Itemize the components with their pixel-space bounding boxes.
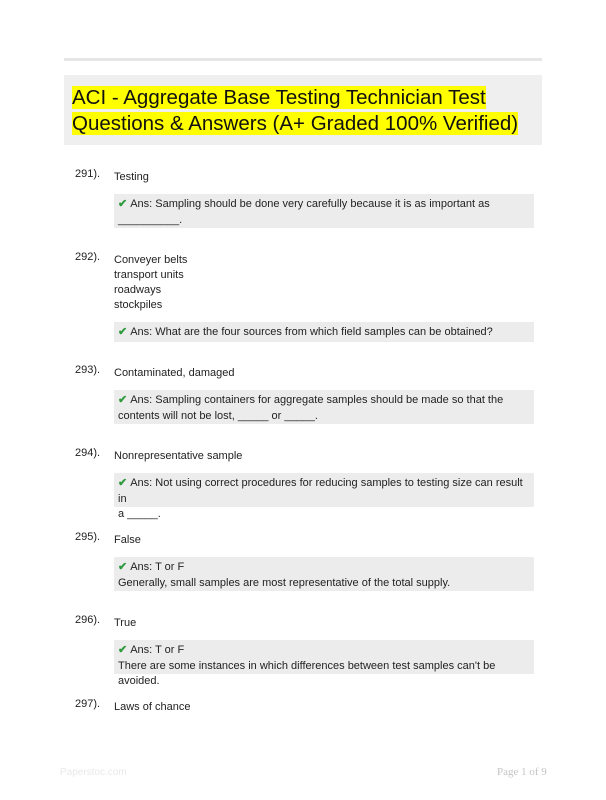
question-text: False bbox=[114, 534, 141, 546]
check-icon: ✔ bbox=[118, 198, 128, 210]
question-number: 291). bbox=[75, 168, 101, 180]
question-number: 297). bbox=[75, 698, 101, 710]
check-icon: ✔ bbox=[118, 644, 128, 656]
title-box bbox=[64, 75, 542, 145]
question-number: 296). bbox=[75, 614, 101, 626]
question-text: Laws of chance bbox=[114, 701, 191, 713]
question-number: 293). bbox=[75, 364, 101, 376]
page-number: Page 1 of 9 bbox=[497, 766, 547, 778]
answer-box: ✔ Ans: Sampling should be done very carefully because it is as important as __________. bbox=[114, 194, 534, 228]
question-text: Nonrepresentative sample bbox=[114, 450, 243, 462]
top-divider bbox=[64, 58, 542, 61]
check-icon: ✔ bbox=[118, 394, 128, 406]
answer-box: ✔ Ans: Sampling containers for aggregate samples should be made so that the contents will not be lost, _____ or _____. bbox=[114, 390, 534, 424]
question-text: Testing bbox=[114, 171, 149, 183]
question-number: 294). bbox=[75, 447, 101, 459]
answer-box: ✔ Ans: Not using correct procedures for reducing samples to testing size can result in a _____. bbox=[114, 473, 534, 507]
check-icon: ✔ bbox=[118, 477, 128, 489]
answer-box: ✔ Ans: T or F There are some instances in which differences between test samples can't be avoided. bbox=[114, 640, 534, 674]
answer-box: ✔ Ans: What are the four sources from which field samples can be obtained? bbox=[114, 322, 534, 342]
question-text: True bbox=[114, 617, 137, 629]
answer-box: ✔ Ans: T or F Generally, small samples are most representative of the total supply. bbox=[114, 557, 534, 591]
question-text: Contaminated, damaged bbox=[114, 367, 235, 379]
footer-watermark: Paperstoc.com bbox=[60, 767, 127, 778]
check-icon: ✔ bbox=[118, 326, 128, 338]
question-text: Conveyer belts transport units roadways stockpiles bbox=[114, 254, 188, 311]
question-number: 292). bbox=[75, 251, 101, 263]
check-icon: ✔ bbox=[118, 561, 128, 573]
document-title: ACI - Aggregate Base Testing Technician Test Questions & Answers (A+ Graded 100% Verified) bbox=[72, 86, 519, 135]
question-number: 295). bbox=[75, 531, 101, 543]
